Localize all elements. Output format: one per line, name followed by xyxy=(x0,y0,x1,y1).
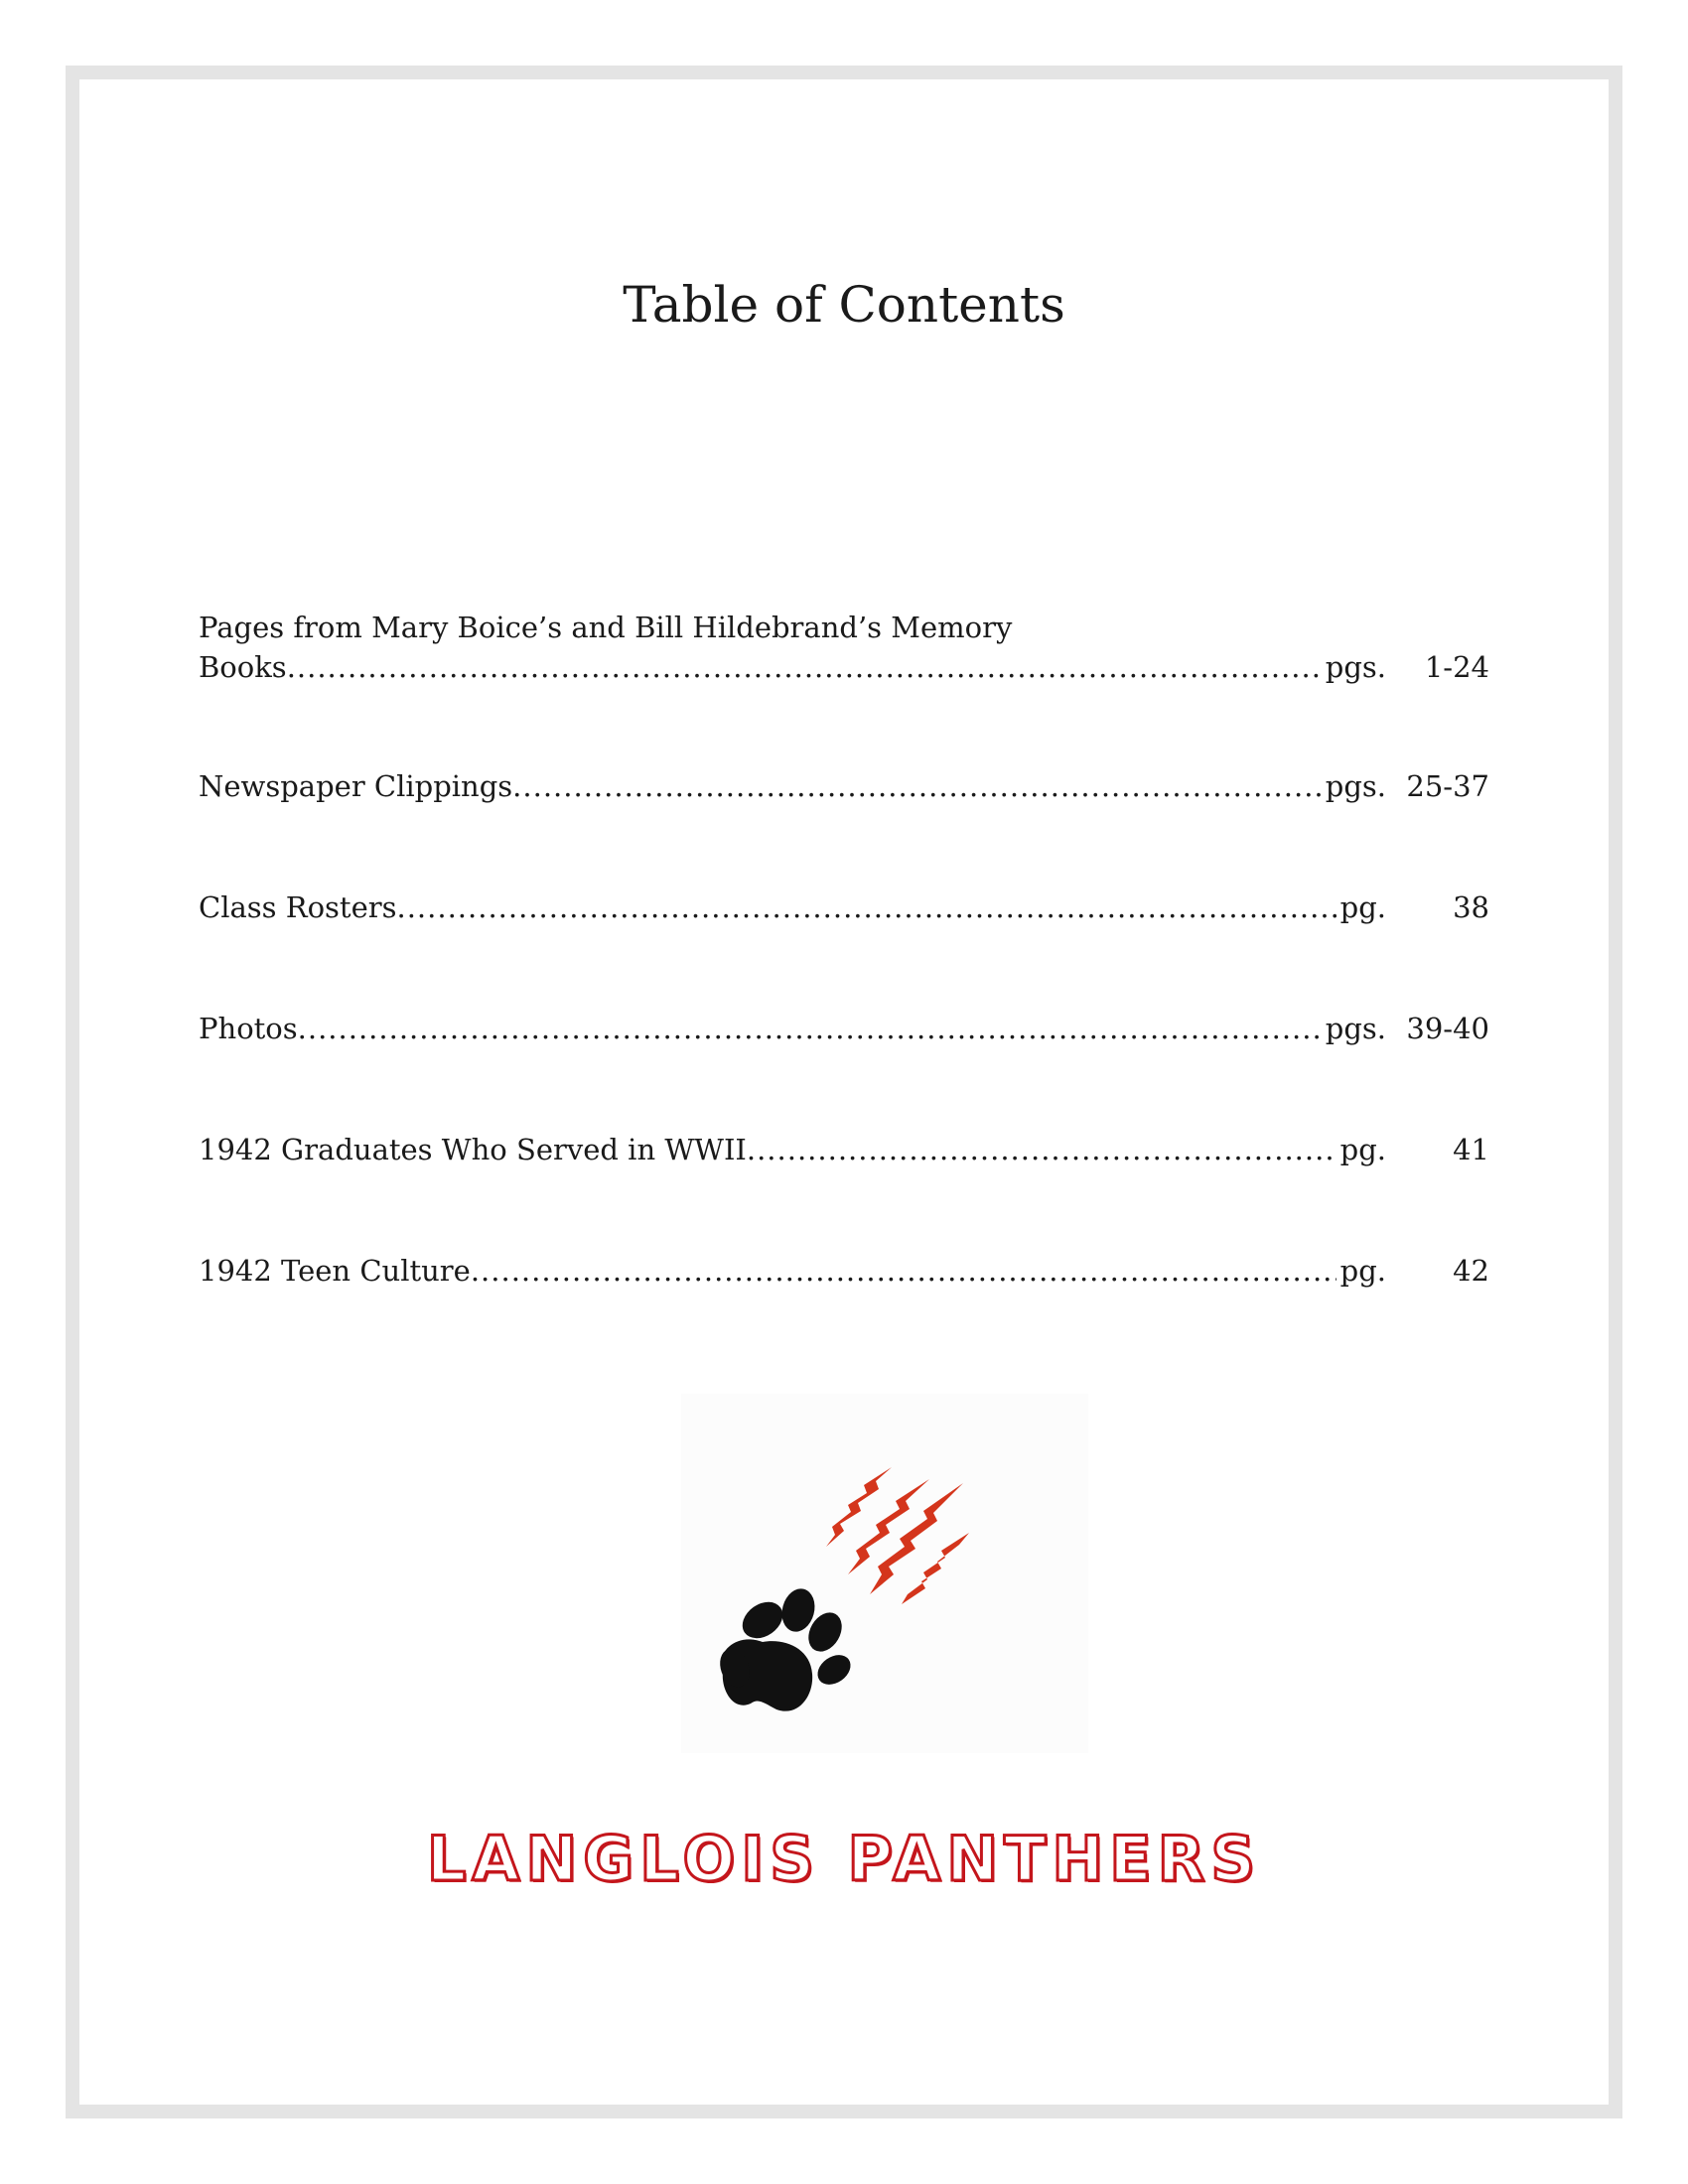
paw-print-icon xyxy=(715,1585,856,1711)
toc-page-range: 39-40 xyxy=(1406,1012,1489,1045)
toc-page-prefix: pg. xyxy=(1339,1133,1386,1166)
panther-paw-claw-marks-icon xyxy=(681,1394,1088,1753)
toc-entry-label: 1942 Graduates Who Served in WWII xyxy=(199,1133,747,1166)
toc-entry-label: Class Rosters xyxy=(199,890,397,924)
toc-entry-label: Books xyxy=(199,650,287,684)
page-title: Table of Contents xyxy=(623,276,1065,334)
toc-entry-label-line1: Pages from Mary Boice’s and Bill Hildebrand’s Memory xyxy=(199,611,1013,644)
toc-dot-leader xyxy=(298,1009,1322,1048)
toc-entry-teen-culture xyxy=(199,1251,1489,1291)
toc-entry-label: Photos xyxy=(199,1012,298,1045)
toc-entry-label: 1942 Teen Culture xyxy=(199,1254,471,1288)
toc-page-prefix: pgs. xyxy=(1325,650,1386,684)
toc-dot-leader xyxy=(512,766,1322,806)
toc-page-range: 38 xyxy=(1453,890,1489,924)
toc-entry-memory-books xyxy=(199,608,1489,687)
toc-page-range: 42 xyxy=(1453,1254,1489,1288)
toc-page-prefix: pg. xyxy=(1339,890,1386,924)
toc-dot-leader xyxy=(471,1251,1336,1291)
toc-page-range: 1-24 xyxy=(1424,650,1489,684)
panther-logo xyxy=(681,1394,1088,1753)
toc-dot-leader xyxy=(287,647,1322,687)
toc-page-prefix: pg. xyxy=(1339,1254,1386,1288)
toc-entry-label: Newspaper Clippings xyxy=(199,769,513,803)
toc-page-prefix: pgs. xyxy=(1325,1012,1386,1045)
team-name-wordmark: LANGLOIS PANTHERS xyxy=(426,1823,1262,1895)
toc-entry-graduates-wwii xyxy=(199,1130,1489,1169)
toc-page-range: 41 xyxy=(1453,1133,1489,1166)
toc-entry-newspaper-clippings xyxy=(199,766,1489,806)
toc-page-range: 25-37 xyxy=(1406,769,1489,803)
toc-dot-leader xyxy=(747,1130,1336,1169)
claw-marks-icon xyxy=(826,1467,969,1604)
toc-entry-class-rosters xyxy=(199,887,1489,927)
toc-entry-photos xyxy=(199,1009,1489,1048)
toc-page-prefix: pgs. xyxy=(1325,769,1386,803)
toc-dot-leader xyxy=(396,887,1336,927)
